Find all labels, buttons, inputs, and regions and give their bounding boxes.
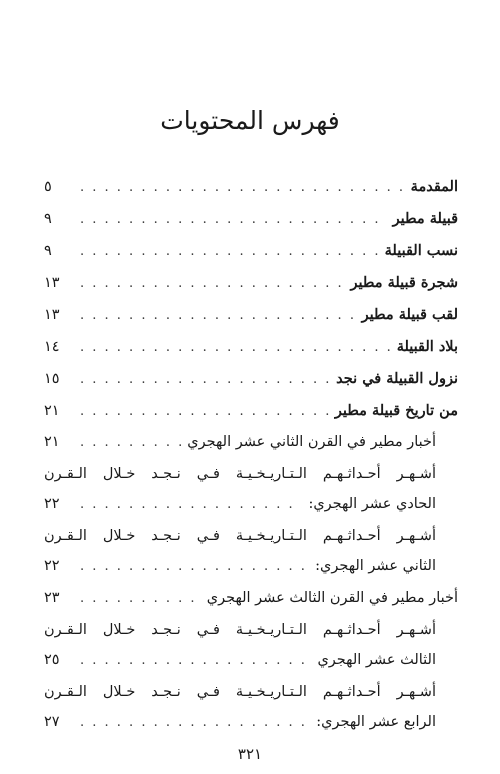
toc-entry [44, 210, 458, 242]
toc-page-number: ٩ [44, 243, 52, 259]
toc-subentry [44, 496, 458, 528]
toc-entry-text: من تاريخ قبيلة مطير [334, 402, 458, 419]
leader-dots [80, 715, 310, 730]
leader-dots [80, 180, 405, 195]
leader-dots [80, 308, 356, 323]
toc-entry [44, 242, 458, 274]
toc-subentry-line1: أشـهـر أحـداثـهـم الـتـاريـخـيـة فـي نـجـد خـلال الـقـرن [44, 528, 436, 544]
toc-entry [44, 402, 458, 434]
leader-dots [80, 372, 330, 387]
toc-subentry-line1: أشـهـر أحـداثـهـم الـتـاريـخـيـة فـي نـجـد خـلال الـقـرن [44, 684, 436, 700]
toc-page-number: ٢١ [44, 403, 60, 419]
page-folio-number: ٣٢١ [237, 745, 263, 763]
toc-entry-text: نسب القبيلة [384, 242, 458, 259]
toc-page-number: ١٣ [44, 275, 60, 291]
page-title: فهرس المحتويات [160, 106, 340, 135]
toc-page-number: ٢١ [44, 434, 60, 450]
toc-entry-text: قبيلة مطير [392, 210, 458, 227]
toc-entry-text: المقدمة [410, 178, 458, 195]
leader-dots [80, 212, 387, 227]
leader-dots [80, 559, 309, 574]
table-of-contents [44, 178, 458, 746]
toc-entry-text: الحادي عشر الهجري: [308, 496, 436, 512]
toc-entry [44, 178, 458, 210]
leader-dots [80, 276, 345, 291]
toc-page-number: ١٣ [44, 307, 60, 323]
toc-entry-text: الثالث عشر الهجري [317, 652, 436, 668]
toc-entry-text: شجرة قبيلة مطير [350, 274, 458, 291]
toc-subentry [44, 434, 458, 466]
leader-dots [80, 653, 311, 668]
toc-entry [44, 306, 458, 338]
toc-entry-text: أخبار مطير في القرن الثالث عشر الهجري [206, 590, 458, 606]
toc-page-number: ١٤ [44, 339, 60, 355]
toc-subentry-line1: أشـهـر أحـداثـهـم الـتـاريـخـيـة فـي نـجـد خـلال الـقـرن [44, 466, 436, 482]
toc-subentry-line1: أشـهـر أحـداثـهـم الـتـاريـخـيـة فـي نـجـد خـلال الـقـرن [44, 622, 436, 638]
toc-page-number: ١٥ [44, 371, 60, 387]
toc-page-number: ٩ [44, 211, 52, 227]
toc-entry [44, 590, 458, 622]
leader-dots [80, 591, 201, 606]
toc-entry-text: الرابع عشر الهجري: [316, 714, 436, 730]
toc-subentry [44, 714, 458, 746]
toc-entry-text: بلاد القبيلة [396, 338, 458, 355]
toc-entry [44, 338, 458, 370]
toc-page-number: ٢٧ [44, 714, 60, 730]
leader-dots [80, 404, 329, 419]
toc-entry-text: لقب قبيلة مطير [361, 306, 458, 323]
toc-page-number: ٢٥ [44, 652, 60, 668]
leader-dots [80, 244, 379, 259]
leader-dots [80, 340, 391, 355]
toc-entry [44, 370, 458, 402]
toc-page-number: ٢٢ [44, 496, 60, 512]
toc-page-number: ٢٢ [44, 558, 60, 574]
toc-subentry [44, 558, 458, 590]
toc-page-number: ٥ [44, 179, 52, 195]
leader-dots [80, 497, 302, 512]
leader-dots [80, 435, 181, 450]
toc-entry-text: الثاني عشر الهجري: [315, 558, 436, 574]
toc-entry [44, 274, 458, 306]
toc-page-number: ٢٣ [44, 590, 60, 606]
toc-entry-text: نزول القبيلة في نجد [336, 370, 458, 387]
toc-subentry [44, 652, 458, 684]
toc-entry-text: أخبار مطير في القرن الثاني عشر الهجري [187, 434, 436, 450]
